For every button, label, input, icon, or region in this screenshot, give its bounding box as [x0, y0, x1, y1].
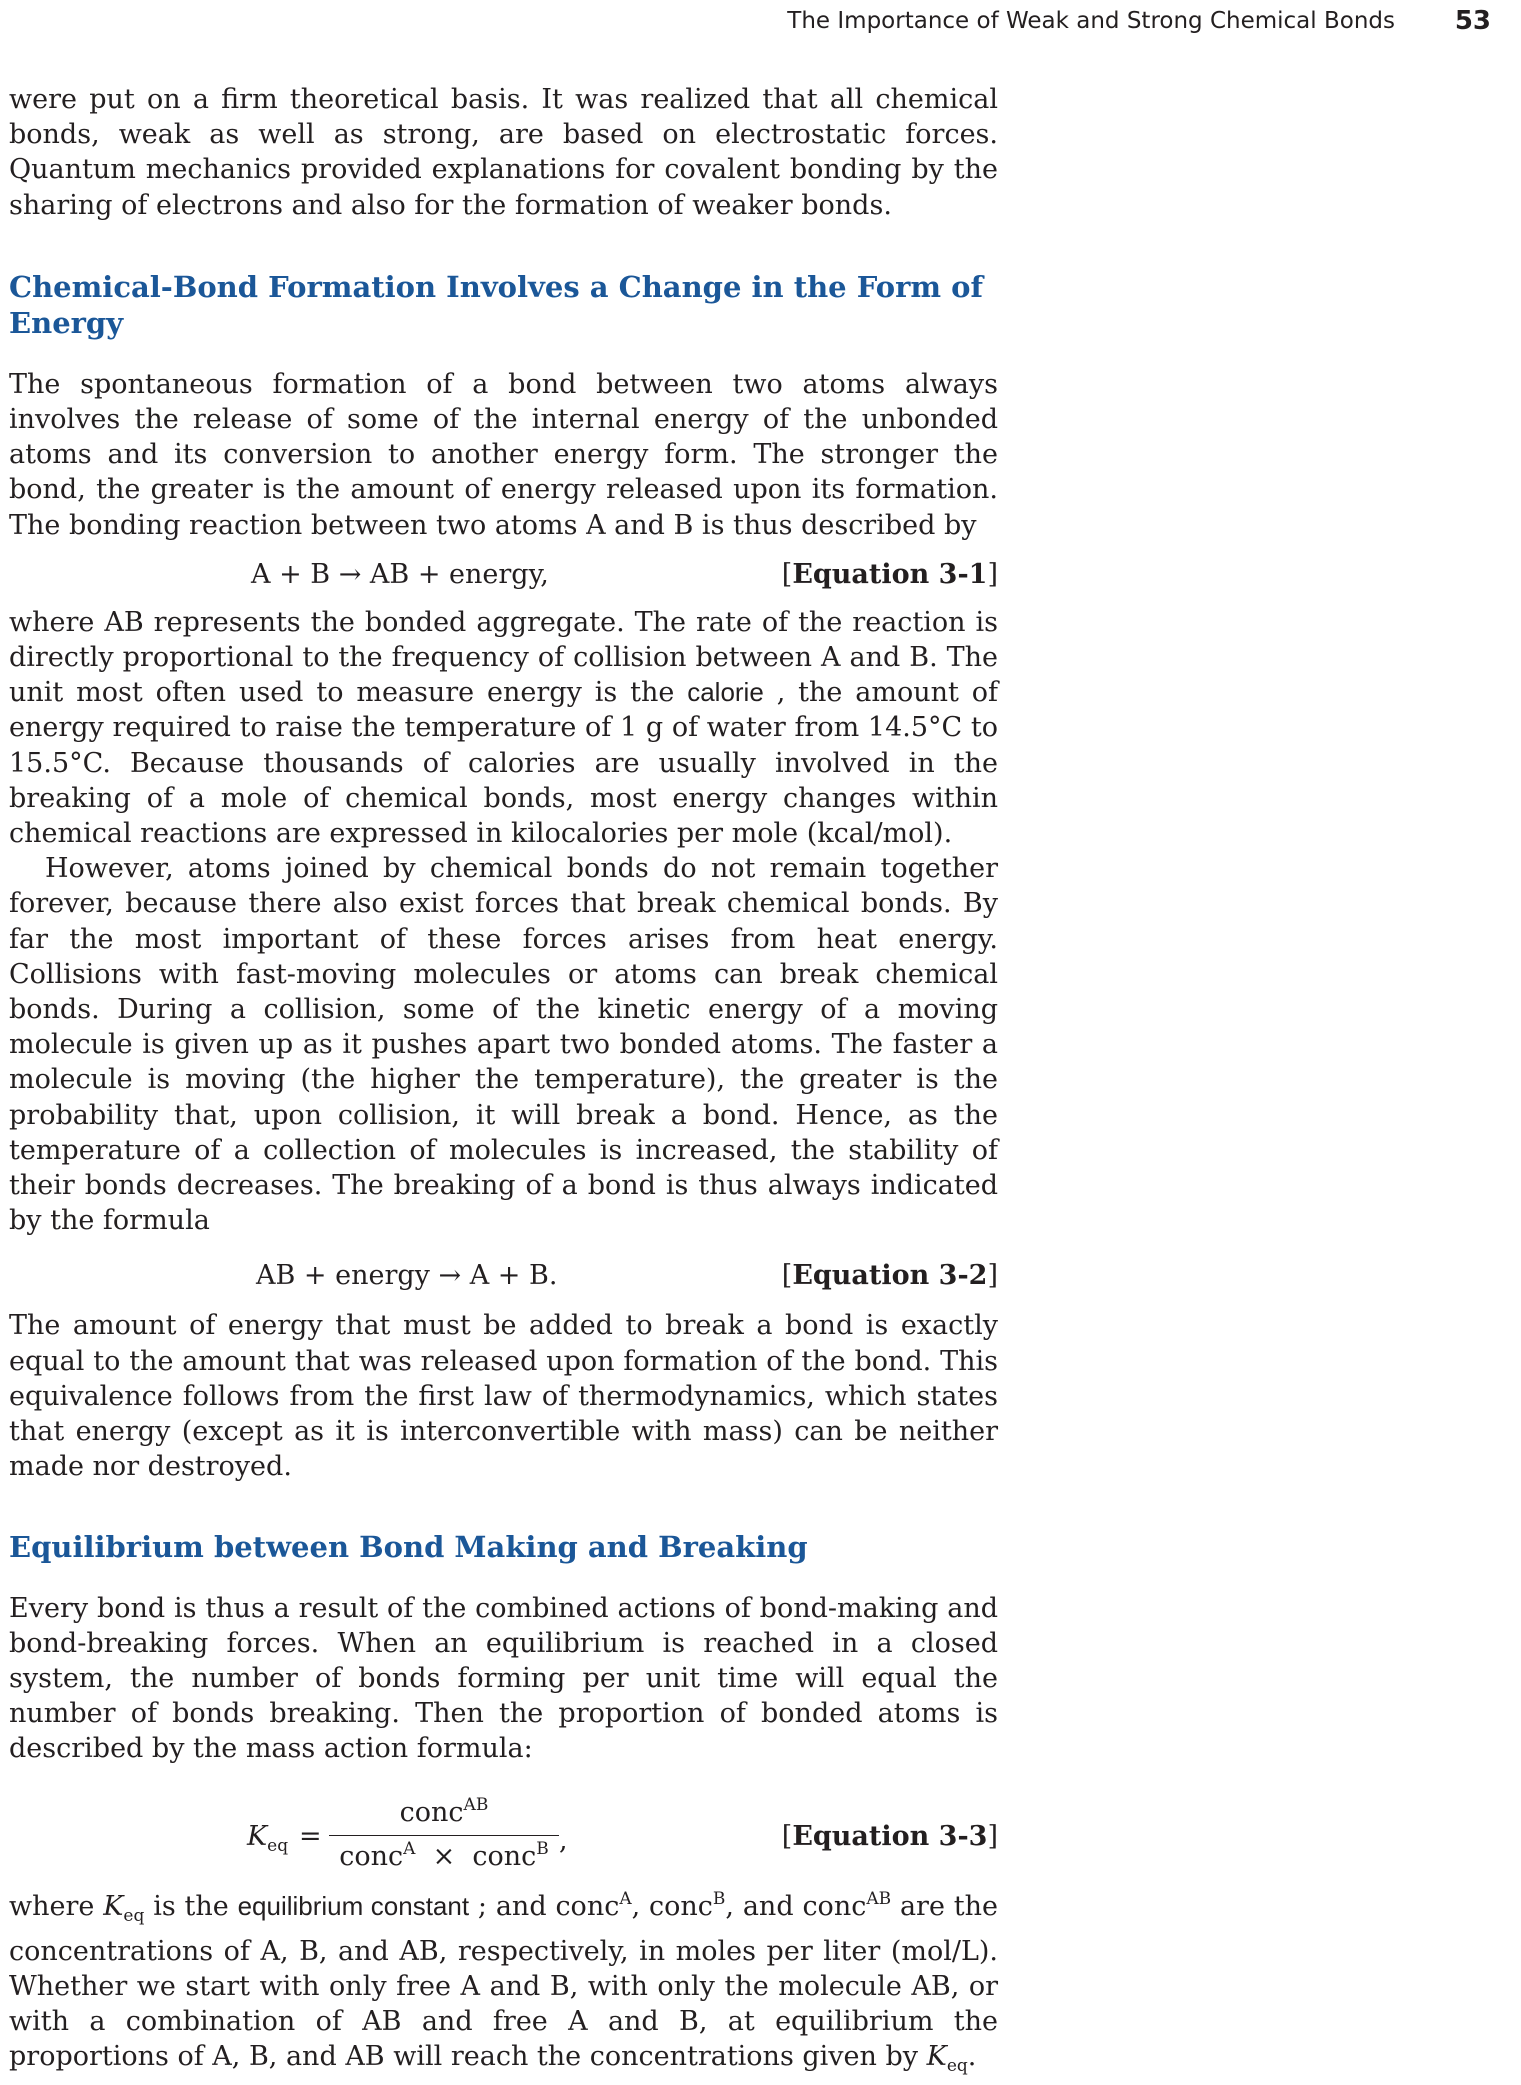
- equation-3-1: [9, 555, 998, 595]
- paragraph-equilibrium: Every bond is thus a result of the combined actions of bond-making and bond-breaking forces. When an equilibrium is reached in a closed system, the number of bonds forming per unit time will equal the number of bonds breaking. Then the proportion of bonded atoms is described by the mass action formula:: [9, 1592, 998, 1765]
- equation-3-2-label: [Equation 3-2]: [781, 1260, 998, 1292]
- running-head: [0, 6, 1521, 42]
- equation-3-1-expression: A + B → AB + energy,: [251, 558, 549, 590]
- intro-paragraph: were put on a firm theoretical basis. It was realized that all chemical bonds, weak as well as strong, are based on electrostatic forces. Quantum mechanics provided explanations for covalent bonding by the sharing of electrons and also for the formation of weaker bonds.: [9, 84, 998, 221]
- text-column: [9, 82, 998, 2085]
- fraction-numerator: conc$^{AB}$: [399, 1794, 489, 1828]
- paragraph-energy-equivalence: The amount of energy that must be added to break a bond is exactly equal to the amount that was released upon formation of the bond. This equivalence follows from the first law of thermodynamics, which states that energy (except as it is interconvertible with mass) can be neither made nor destroyed.: [9, 1310, 998, 1483]
- equation-3-3-fraction: [329, 1793, 559, 1876]
- page-number: 53: [1454, 6, 1491, 36]
- paragraph-calorie: where AB represents the bonded aggregate. The rate of the reaction is directly proportional to the frequency of collision between A and B. The unit most often used to measure energy is the calorie , the amount of energy required to raise the temperature of 1 g of water from 14.5°C to 15.5°C. Because thousands of calories are usually involved in the breaking of a mole of chemical bonds, most energy changes within chemical reactions are expressed in kilocalories per mole (kcal/mol).: [9, 606, 998, 850]
- equation-3-3-label: [Equation 3-3]: [781, 1820, 998, 1852]
- paragraph-equilibrium-constant: where $K_{eq}$ is the equilibrium constant ; and conc$^A$, conc$^B$, and conc$^{AB}$ are the concentrations of A, B, and AB, respectively, in moles per liter (mol/L). Whether we start with only free A and B, with only the molecule AB, or with a combination of AB and free A and B, at equilibrium the proportions of A, B, and AB will reach the concentrations given by $K_{eq}$.: [9, 1888, 998, 2077]
- equation-3-1-label: [Equation 3-1]: [781, 558, 998, 590]
- running-title: The Importance of Weak and Strong Chemical Bonds: [787, 8, 1395, 34]
- section-heading-equilibrium: Equilibrium between Bond Making and Breaking: [9, 1529, 808, 1564]
- section-heading-bond-formation: Chemical-Bond Formation Involves a Change in the Form of Energy: [9, 269, 983, 340]
- fraction-denominator: conc$^A$ × conc$^B$: [339, 1838, 549, 1872]
- term-calorie: calorie: [687, 677, 764, 708]
- equation-3-3: $K_{eq}$ = conc$^{AB}$ conc$^A$ × conc$^B$ , [Equation 3-3]: [9, 1793, 998, 1889]
- paragraph-bond-formation: The spontaneous formation of a bond between two atoms always involves the release of some of the internal energy of the unbonded atoms and its conversion to another energy form. The stronger the bond, the greater is the amount of energy released upon its formation. The bonding reaction between two atoms A and B is thus described by: [9, 368, 998, 541]
- equation-3-2: [9, 1256, 998, 1296]
- paragraph-bond-breaking: However, atoms joined by chemical bonds do not remain together forever, because there also exist forces that break chemical bonds. By far the most important of these forces arises from heat energy. Collisions with fast-moving molecules or atoms can break chemical bonds. During a collision, some of the kinetic energy of a moving molecule is given up as it pushes apart two bonded atoms. The faster a molecule is moving (the higher the temperature), the greater is the probability that, upon collision, it will break a bond. Hence, as the temperature of a collection of molecules is increased, the stability of their bonds decreases. The breaking of a bond is thus always indicated by the formula: [9, 853, 998, 1237]
- term-equilibrium-constant: equilibrium constant: [237, 1890, 470, 1921]
- equation-3-2-expression: AB + energy → A + B.: [256, 1260, 558, 1292]
- equation-3-3-keq: $K_{eq}$: [247, 1820, 289, 1856]
